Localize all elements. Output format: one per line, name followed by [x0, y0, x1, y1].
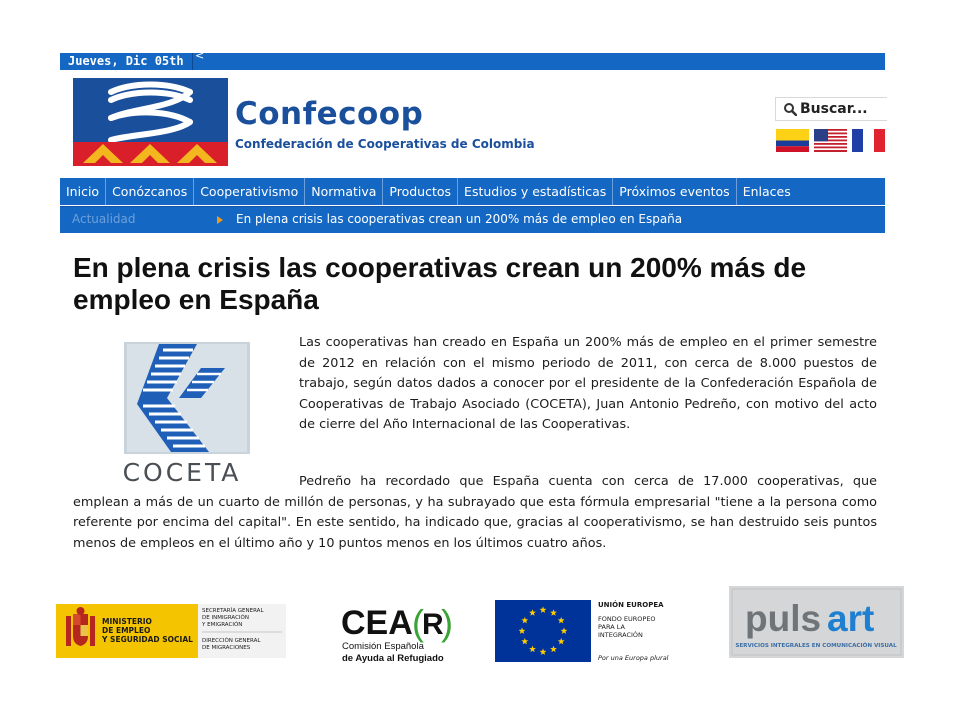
- search-box[interactable]: [775, 97, 887, 121]
- current-date: Jueves, Dic 05th: [60, 53, 193, 70]
- sponsor-cear-logo[interactable]: [340, 602, 452, 664]
- cear-mark-r: R: [422, 608, 444, 641]
- svg-text:): ): [441, 602, 452, 643]
- secretaria-line-3: Y EMIGRACIÓN: [202, 622, 243, 628]
- ue-motto: Por una Europa plural: [598, 654, 669, 662]
- nav-item-productos[interactable]: Productos: [383, 178, 458, 205]
- breadcrumb-current: En plena crisis las cooperativas crean un 200% más de empleo en España: [236, 212, 683, 226]
- article-paragraph-2: [73, 472, 877, 554]
- confecoop-logo-icon: [73, 78, 228, 166]
- ue-line-2: FONDO EUROPEO: [598, 615, 656, 623]
- france-flag-icon[interactable]: [852, 129, 885, 152]
- main-nav: [60, 178, 885, 205]
- nav-item-inicio[interactable]: Inicio: [60, 178, 106, 205]
- breadcrumb-section-link[interactable]: Actualidad: [72, 212, 136, 226]
- svg-text:(: (: [412, 602, 424, 643]
- pulsart-name-a: puls: [745, 598, 822, 639]
- cear-logo-icon: [340, 602, 452, 664]
- sponsor-ministerio-logo[interactable]: [56, 604, 286, 658]
- ministerio-line-3: Y SEGURIDAD SOCIAL: [102, 635, 193, 644]
- nav-item-normativa[interactable]: Normativa: [305, 178, 383, 205]
- coceta-logo-icon: [97, 338, 267, 488]
- breadcrumb-arrow-icon: [217, 216, 223, 224]
- breadcrumb: [60, 206, 885, 233]
- ministerio-line-2: DE EMPLEO: [102, 626, 151, 635]
- article-paragraph-1: Las cooperativas han creado en España un 200% más de empleo en el primer semestre de 2012 en relación con el mismo periodo de 2011, con cerca de 8.000 puestos de trabajo, según datos dados a conocer por el presidente de la Confederación Española de Cooperativas de Trabajo Asociado (COCETA), Juan Antonio Pedreño, con motivo del acto de cierre del Año Internacional de las Cooperativas.: [299, 335, 877, 432]
- search-icon[interactable]: [783, 102, 797, 116]
- usa-flag-icon[interactable]: [814, 129, 847, 152]
- brand-subtitle: Confederación de Cooperativas de Colombia: [235, 137, 535, 151]
- search-input[interactable]: [800, 99, 882, 119]
- direccion-line-2: DE MIGRACIONES: [202, 645, 251, 651]
- article-title: En plena crisis las cooperativas crean un 200% más de empleo en España: [73, 252, 807, 315]
- sponsor-pulsart-logo[interactable]: [729, 586, 904, 658]
- ministerio-logo-icon: [56, 604, 286, 658]
- nav-item-conozcanos[interactable]: Conózcanos: [106, 178, 194, 205]
- pulsart-name-b: art: [827, 598, 875, 639]
- nav-item-eventos[interactable]: Próximos eventos: [613, 178, 736, 205]
- pulsart-tagline: SERVICIOS INTEGRALES EN COMUNICACIÓN VISUAL: [735, 643, 897, 649]
- ue-line-4: INTEGRACIÓN: [598, 631, 643, 639]
- nav-item-estudios[interactable]: Estudios y estadísticas: [458, 178, 613, 205]
- brand-name[interactable]: Confecoop: [235, 96, 424, 132]
- ue-line-1: UNIÓN EUROPEA: [598, 601, 664, 609]
- secretaria-line-1: SECRETARÍA GENERAL: [202, 608, 264, 614]
- cear-line-2: de Ayuda al Refugiado: [342, 653, 444, 664]
- top-date-bar: [60, 49, 885, 70]
- confecoop-logo[interactable]: [73, 78, 228, 166]
- cear-mark: CEA: [341, 604, 413, 642]
- coceta-logo-image: [97, 338, 267, 488]
- secretaria-line-2: DE INMIGRACIÓN: [202, 615, 249, 621]
- colombia-flag-icon[interactable]: [776, 129, 809, 152]
- coceta-caption: COCETA: [122, 458, 242, 487]
- nav-item-enlaces[interactable]: Enlaces: [742, 184, 791, 199]
- pulsart-logo-icon: [729, 586, 904, 658]
- ministerio-line-1: MINISTERIO: [102, 617, 152, 626]
- date-bar-marker: <: [195, 49, 205, 62]
- ue-line-3: PARA LA: [598, 623, 625, 631]
- article-paragraph-2-text: Pedreño ha recordado que España cuenta con cerca de 17.000 cooperativas, que emplean a más de un cuarto de millón de personas, y ha subrayado que esta fórmula empresarial "tiene a la persona como referente por encima del capital". En este sentido, ha indicado que, gracias al cooperativismo, se han destruido seis puntos menos de empleos en el último año y 10 puntos menos en los últimos cuatro años.: [73, 474, 877, 551]
- cear-line-1: Comisión Española: [342, 641, 424, 652]
- eu-logo-icon: [495, 598, 705, 663]
- direccion-line-1: DIRECCIÓN GENERAL: [202, 638, 261, 644]
- nav-item-cooperativismo[interactable]: Cooperativismo: [194, 178, 305, 205]
- sponsor-ue-logo[interactable]: [495, 598, 705, 663]
